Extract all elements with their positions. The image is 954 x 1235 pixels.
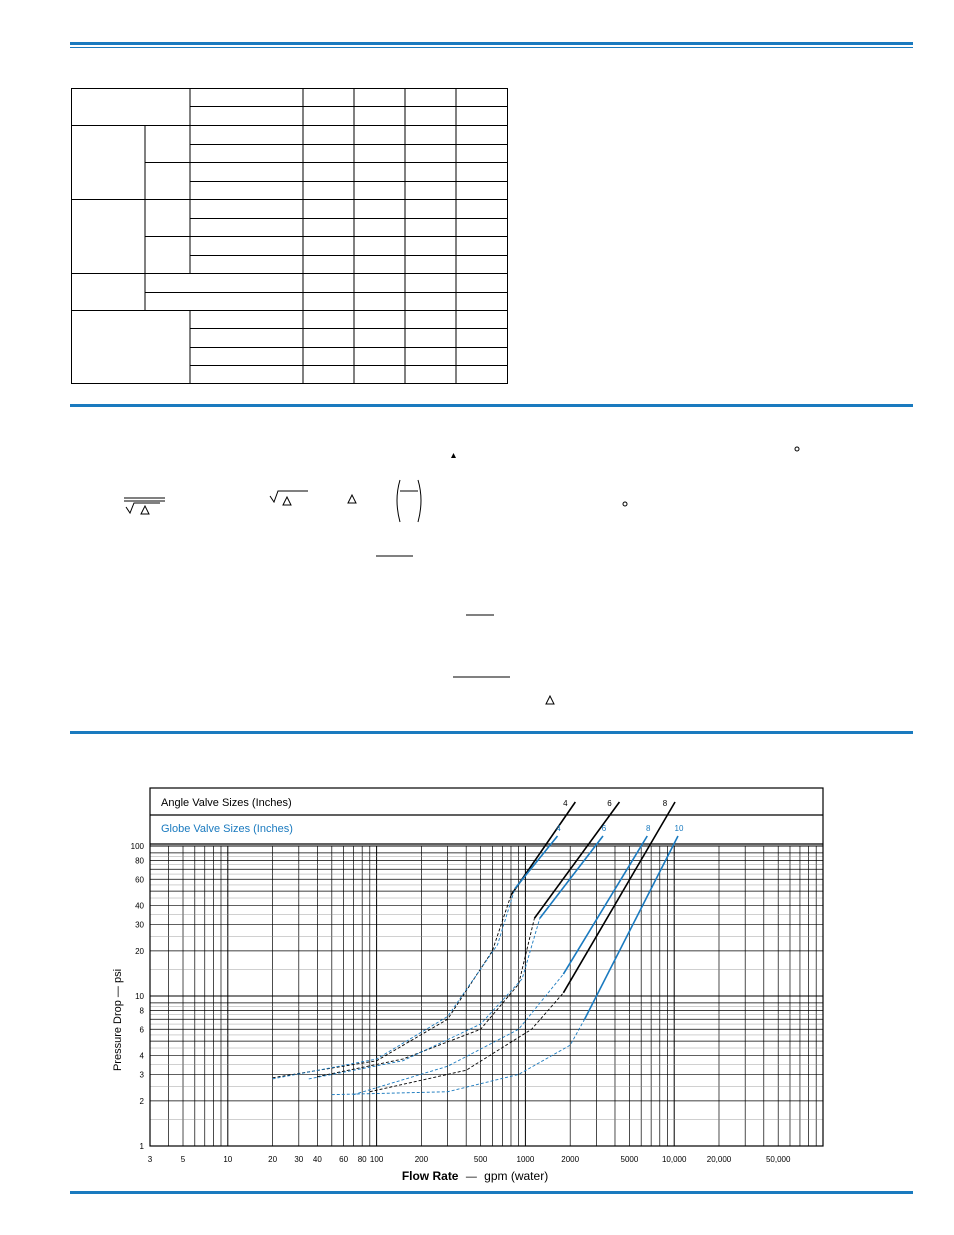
header-rule-thin xyxy=(70,47,913,48)
series-label: 8 xyxy=(646,824,651,833)
y-tick-label: 3 xyxy=(139,1070,144,1080)
series-label: 4 xyxy=(556,824,561,833)
x-axis-label-dash: — xyxy=(465,1171,477,1183)
formula-section xyxy=(0,410,954,728)
x-axis-label-rest: gpm (water) xyxy=(484,1169,549,1183)
delta-symbol-4 xyxy=(546,696,554,704)
chart-grid xyxy=(150,846,823,1146)
y-tick-label: 100 xyxy=(130,842,144,851)
x-axis-label-bold: Flow Rate xyxy=(401,1169,459,1183)
series-angle-4-dashed xyxy=(273,895,511,1078)
series-label: 6 xyxy=(607,799,612,808)
series-angle-8-line xyxy=(563,802,675,993)
header-rule xyxy=(70,42,913,45)
x-tick-label: 30 xyxy=(294,1155,304,1164)
specification-table xyxy=(71,88,509,386)
degree-symbol xyxy=(795,447,799,451)
footer-rule xyxy=(70,1191,913,1194)
series-label: 6 xyxy=(601,824,607,833)
series-angle-6-line xyxy=(534,802,619,918)
y-tick-label: 60 xyxy=(135,875,144,885)
x-tick-label: 40 xyxy=(312,1155,322,1164)
x-tick-label: 200 xyxy=(414,1155,429,1164)
y-tick-label: 10 xyxy=(135,992,144,1001)
x-tick-label: 500 xyxy=(473,1155,488,1164)
sqrt-symbol xyxy=(124,498,165,513)
parenthesis-right xyxy=(418,480,421,522)
degree-symbol xyxy=(623,502,627,506)
x-tick-label: 5 xyxy=(180,1155,186,1164)
x-tick-label: 5000 xyxy=(620,1155,639,1164)
y-tick-label: 8 xyxy=(139,1006,144,1016)
series-angle-8-dashed xyxy=(370,993,564,1092)
x-tick-label: 20 xyxy=(268,1155,278,1164)
y-tick-label: 30 xyxy=(135,920,144,930)
x-tick-label: 2000 xyxy=(561,1155,580,1164)
x-tick-label: 1000 xyxy=(516,1155,535,1164)
x-tick-label: 10,000 xyxy=(661,1155,687,1164)
y-tick-label: 80 xyxy=(135,856,144,866)
x-tick-label: 10 xyxy=(223,1155,233,1164)
x-tick-label: 3 xyxy=(147,1155,153,1164)
triangle-marker xyxy=(451,453,456,458)
y-tick-label: 6 xyxy=(139,1025,144,1035)
y-tick-label: 20 xyxy=(135,946,144,956)
chart-legend xyxy=(161,797,293,835)
y-tick-label: 4 xyxy=(139,1051,144,1061)
y-tick-label: 2 xyxy=(139,1096,144,1106)
pressure-drop-chart xyxy=(0,740,954,1188)
x-axis-label xyxy=(402,1169,548,1183)
x-tick-label: 60 xyxy=(339,1155,349,1164)
section-rule-1 xyxy=(70,404,913,407)
section-rule-2 xyxy=(70,731,913,734)
x-tick-label: 100 xyxy=(369,1155,384,1164)
chart-frame xyxy=(150,788,823,1146)
plot-frame xyxy=(150,788,823,1146)
delta-symbol xyxy=(141,506,149,514)
delta-symbol-3 xyxy=(348,495,356,503)
series-label: 8 xyxy=(662,799,668,808)
y-tick-label: 40 xyxy=(135,901,144,911)
delta-symbol-2 xyxy=(283,497,291,505)
chart-series xyxy=(273,799,684,1095)
series-angle-6-dashed xyxy=(317,918,534,1076)
series-label: 4 xyxy=(563,799,568,808)
x-tick-label: 80 xyxy=(357,1155,367,1164)
y-axis-label: Pressure Drop — psi xyxy=(112,968,124,1072)
x-tick-label: 20,000 xyxy=(706,1155,732,1164)
legend-entry: Globe Valve Sizes (Inches) xyxy=(161,823,293,835)
y-tick-label: 1 xyxy=(139,1142,144,1151)
x-tick-label: 50,000 xyxy=(765,1155,791,1164)
parenthesis-left xyxy=(397,480,400,522)
legend-entry: Angle Valve Sizes (Inches) xyxy=(161,797,292,809)
series-label: 10 xyxy=(674,824,684,833)
